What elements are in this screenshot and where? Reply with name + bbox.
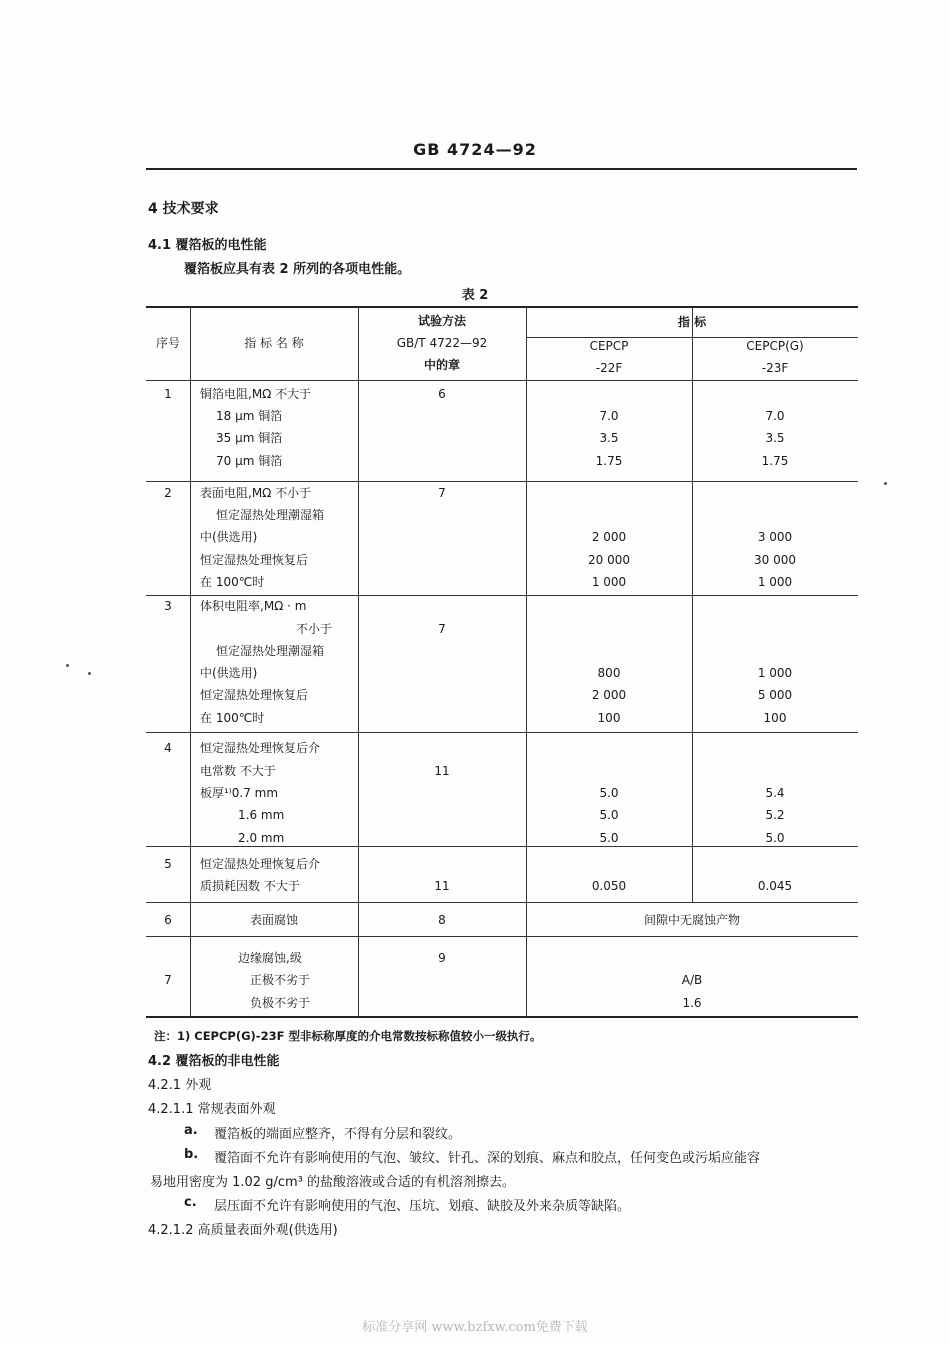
value-b: 3.5 (765, 431, 785, 445)
row-item: 在 100℃时 (200, 711, 265, 725)
value-b: 100 (763, 711, 787, 725)
value-a: 5.0 (599, 831, 619, 845)
item-c-label: c. (184, 1195, 197, 1210)
row-method: 7 (438, 622, 446, 636)
row-item: 表面腐蚀 (249, 913, 298, 927)
row-item: 恒定湿热处理潮湿箱 (216, 508, 325, 522)
section-4-2-1-2-title: 4.2.1.2 高质量表面外观(供选用) (148, 1223, 338, 1238)
row-method: 6 (438, 387, 446, 401)
value-a: 5.0 (599, 808, 619, 822)
row-method: 11 (434, 879, 450, 893)
row-no: 4 (164, 741, 172, 755)
row-method: 11 (434, 764, 450, 778)
electrical-properties-table (146, 306, 858, 1018)
row-no: 2 (164, 486, 172, 500)
value-a: 1.75 (595, 454, 623, 468)
value-a: 5.0 (599, 786, 619, 800)
header-cepcp-g-23f-suffix: -23F (761, 361, 789, 375)
header-bottom-rule (146, 380, 858, 381)
row-item: 质损耗因数 不大于 (200, 879, 300, 893)
table-top-rule (146, 306, 858, 308)
value-b: 7.0 (765, 409, 785, 423)
section-4-title: 4 技术要求 (148, 201, 219, 217)
row-method: 7 (438, 486, 446, 500)
header-cepcp-g-23f: CEPCP(G) (746, 339, 804, 353)
value-a: 0.050 (591, 879, 627, 893)
value-merged: 间隙中无腐蚀产物 (643, 913, 740, 927)
standard-number: GB 4724—92 (413, 140, 537, 159)
header-cepcp-22f: CEPCP (589, 339, 629, 353)
row-rule (146, 481, 858, 482)
row-item: 在 100℃时 (200, 575, 265, 589)
row-method: 8 (438, 913, 446, 927)
header-rule (146, 168, 857, 170)
value-b: 5 000 (757, 688, 793, 702)
value-b: 0.045 (757, 879, 793, 893)
row-item: 18 μm 铜箔 (216, 409, 283, 423)
watermark: 标准分享网 www.bzfxw.com免费下载 (362, 1320, 588, 1335)
row-item: 中(供选用) (200, 530, 258, 544)
value-b: 1 000 (757, 666, 793, 680)
value-a: 100 (597, 711, 621, 725)
row-item: 电常数 不大于 (200, 764, 276, 778)
row-item: 35 μm 铜箔 (216, 431, 283, 445)
header-method-std: GB/T 4722—92 (396, 336, 488, 350)
row-item: 恒定湿热处理恢复后介 (200, 741, 321, 755)
value-a: 7.0 (599, 409, 619, 423)
header-name: 指 标 名 称 (244, 336, 304, 350)
row-item: 表面电阻,MΩ 不小于 (200, 486, 312, 500)
col-rule (358, 306, 359, 1018)
row-rule (146, 902, 858, 903)
row-no: 1 (164, 387, 172, 401)
row-method: 9 (438, 951, 446, 965)
row-item: 恒定湿热处理恢复后 (200, 688, 309, 702)
row-no: 6 (164, 913, 172, 927)
scan-speck (884, 482, 887, 485)
row-item: 正极不劣于 (250, 973, 311, 987)
item-a-label: a. (184, 1123, 198, 1138)
row-rule (146, 846, 858, 847)
value-a: 2 000 (591, 688, 627, 702)
value-b: 30 000 (754, 553, 796, 567)
value-a: 1 000 (591, 575, 627, 589)
row-no: 7 (164, 973, 172, 987)
row-item: 恒定湿热处理恢复后 (200, 553, 309, 567)
header-method-clause: 中的章 (423, 358, 460, 372)
value-a: 2 000 (591, 530, 627, 544)
header-method: 试验方法 (417, 314, 466, 328)
row-item: 体积电阻率,MΩ · m (200, 599, 307, 613)
row-item: 1.6 mm (238, 808, 285, 822)
row-item: 铜箔电阻,MΩ 不大于 (200, 387, 312, 401)
row-item: 中(供选用) (200, 666, 258, 680)
table-bottom-rule (146, 1016, 858, 1018)
value-b: 5.0 (765, 831, 785, 845)
item-b-label: b. (184, 1147, 199, 1162)
value-a: 20 000 (588, 553, 630, 567)
section-4-1-title: 4.1 覆箔板的电性能 (148, 238, 267, 253)
row-item: 70 μm 铜箔 (216, 454, 283, 468)
row-rule (146, 936, 858, 937)
value-merged: 1.6 (682, 996, 702, 1010)
value-a: 800 (597, 666, 621, 680)
table-caption: 表 2 (461, 288, 489, 303)
section-4-2-title: 4.2 覆箔板的非电性能 (148, 1054, 280, 1069)
row-no: 5 (164, 857, 172, 871)
row-item: 负极不劣于 (250, 996, 311, 1010)
row-item: 2.0 mm (238, 831, 285, 845)
item-b-text-cont: 易地用密度为 1.02 g/cm³ 的盐酸溶液或合适的有机溶剂擦去。 (150, 1175, 515, 1190)
value-b: 5.2 (765, 808, 785, 822)
row-item: 边缘腐蚀,级 (238, 951, 302, 965)
value-b: 1.75 (761, 454, 789, 468)
value-a: 3.5 (599, 431, 619, 445)
value-b: 3 000 (757, 530, 793, 544)
value-b: 5.4 (765, 786, 785, 800)
header-index: 指 标 (677, 315, 707, 329)
value-merged: A/B (681, 973, 703, 987)
table-note: 注：1) CEPCP(G)-23F 型非标称厚度的介电常数按标称值较小一级执行。 (154, 1029, 542, 1043)
row-item: 恒定湿热处理恢复后介 (200, 857, 321, 871)
col-rule (190, 306, 191, 1018)
item-a-text: 覆箔板的端面应整齐，不得有分层和裂纹。 (214, 1127, 462, 1142)
row-no: 3 (164, 599, 172, 613)
scan-speck (88, 672, 91, 675)
row-rule (146, 732, 858, 733)
row-rule (146, 595, 858, 596)
scan-speck (66, 664, 69, 667)
value-b: 1 000 (757, 575, 793, 589)
section-4-1-intro: 覆箔板应具有表 2 所列的各项电性能。 (184, 262, 411, 277)
header-cepcp-22f-suffix: -22F (595, 361, 623, 375)
row-item: 不小于 (296, 622, 333, 636)
section-4-2-1-1-title: 4.2.1.1 常规表面外观 (148, 1102, 276, 1117)
row-item: 板厚¹⁾0.7 mm (200, 786, 279, 800)
section-4-2-1-title: 4.2.1 外观 (148, 1078, 212, 1093)
row-item: 恒定湿热处理潮湿箱 (216, 644, 325, 658)
header-no: 序号 (155, 336, 180, 350)
item-c-text: 层压面不允许有影响使用的气泡、压坑、划痕、缺胶及外来杂质等缺陷。 (214, 1199, 631, 1214)
item-b-text: 覆箔面不允许有影响使用的气泡、皱纹、针孔、深的划痕、麻点和胶点，任何变色或污垢应能容 (214, 1151, 761, 1166)
